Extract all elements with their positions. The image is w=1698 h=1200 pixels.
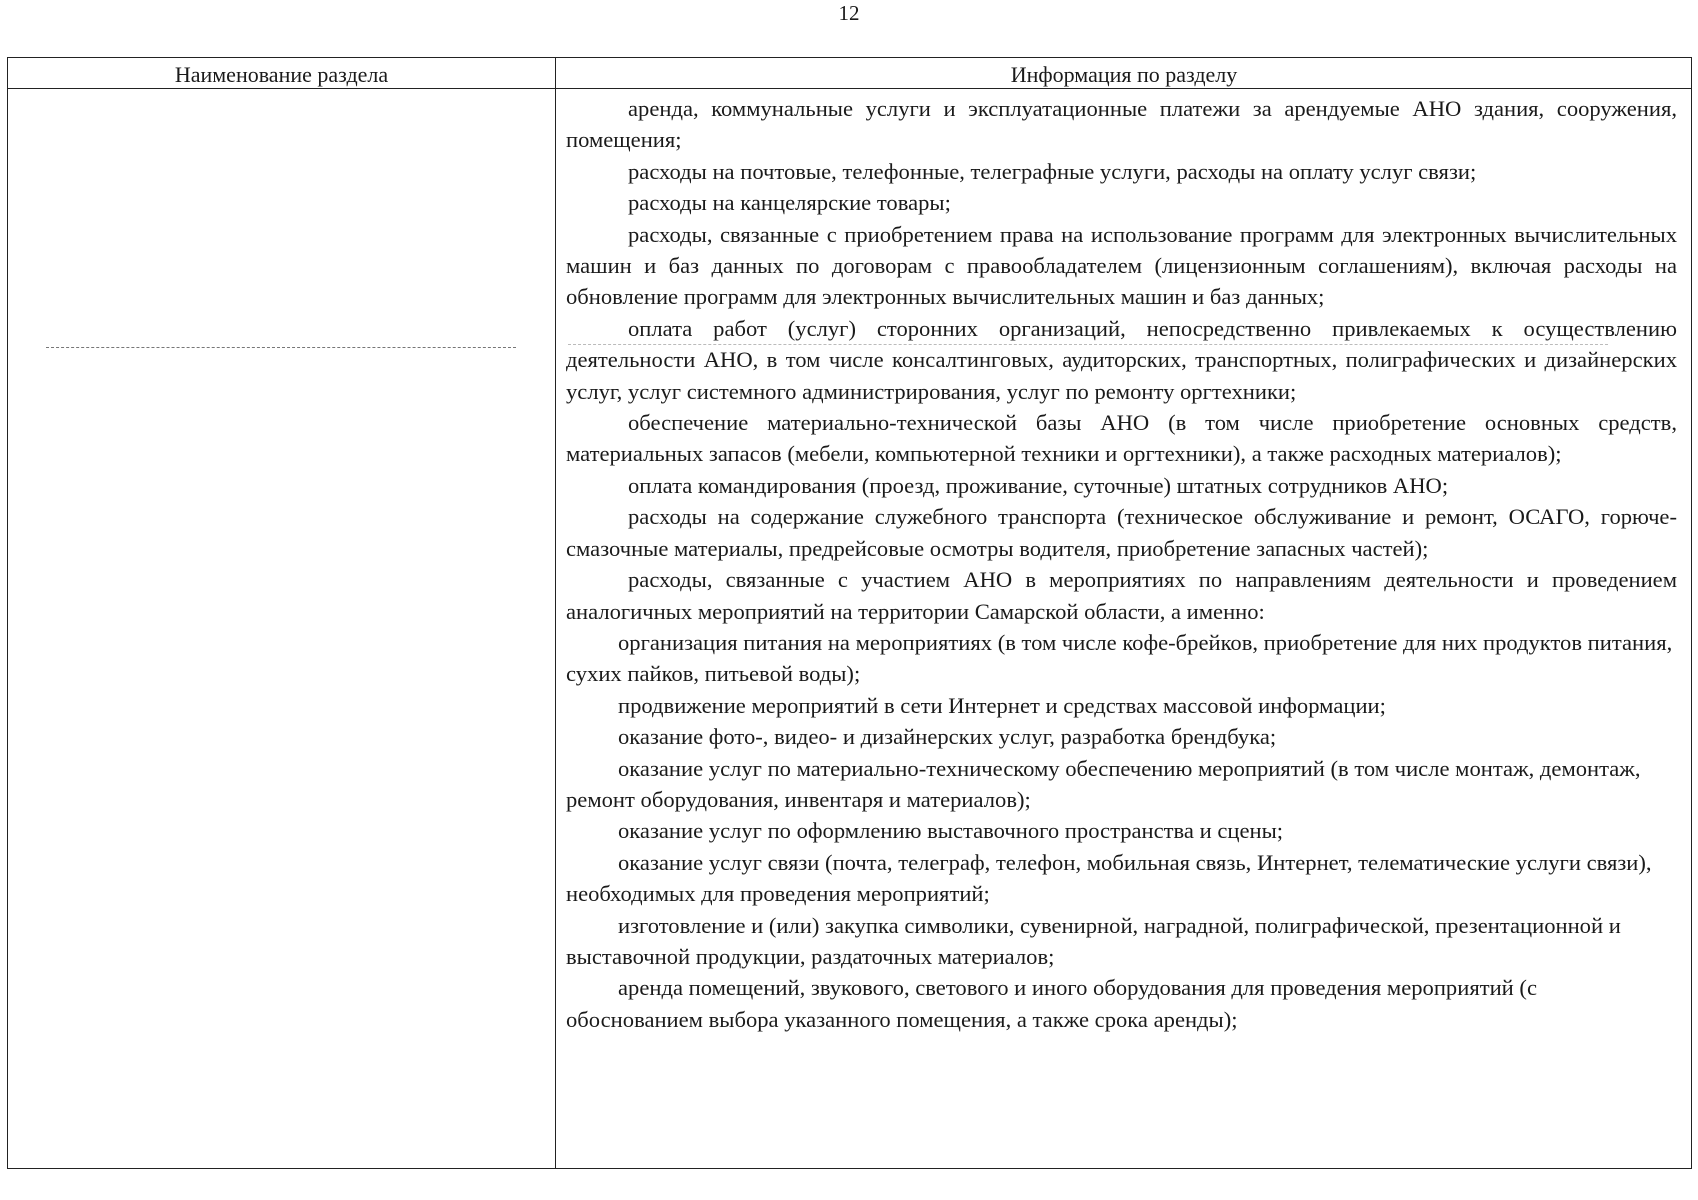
table-header-row: [8, 58, 1691, 89]
event-item-communication: оказание услуг связи (почта, телеграф, телефон, мобильная связь, Интернет, телематические услуги связи), необходимых для проведения мероприятий;: [566, 849, 1652, 907]
expense-item-transport: расходы на содержание служебного транспорта (техническое обслуживание и ремонт, ОСАГО, горюче-смазочные материалы, предрейсовые осмотры водителя, приобретение запасных частей);: [566, 504, 1677, 561]
expense-item-software: расходы, связанные с приобретением права на использование программ для электронных вычислительных машин и баз данных по договорам с правообладателем (лицензионным соглашениям), включая расходы на обновление программ для электронных вычислительных машин и баз данных;: [566, 221, 1677, 310]
event-item-technical-support: оказание услуг по материально-техническому обеспечению мероприятий (в том числе монтаж, демонтаж, ремонт оборудования, инвентаря и материалов);: [566, 755, 1641, 812]
page-number: 12: [838, 1, 860, 25]
header-section-info: Информация по разделу: [1010, 62, 1238, 87]
event-item-stage-design: оказание услуг по оформлению выставочного пространства и сцены;: [618, 818, 1284, 844]
scan-dash-artifact: [46, 347, 516, 348]
event-item-promotion: продвижение мероприятий в сети Интернет и средствах массовой информации;: [618, 692, 1386, 718]
header-section-name: Наименование раздела: [174, 62, 389, 87]
expense-item-stationery: расходы на канцелярские товары;: [628, 190, 951, 216]
expense-item-material-base: обеспечение материально-технической базы АНО (в том числе приобретение основных средств, материальных запасов (мебели, компьютерной техники и оргтехники), а также расходных материалов);: [566, 410, 1677, 467]
expense-item-travel: оплата командирования (проезд, проживание, суточные) штатных сотрудников АНО;: [628, 472, 1449, 498]
expense-item-third-party: оплата работ (услуг) сторонних организаций, непосредственно привлекаемых к осуществлению деятельности АНО, в том числе консалтинговых, аудиторских, транспортных, полиграфических и дизайнерских услуг, услуг системного администрирования, услуг по ремонту оргтехники;: [566, 315, 1677, 404]
expense-item-communication: расходы на почтовые, телефонные, телеграфные услуги, расходы на оплату услуг связи;: [628, 158, 1477, 184]
event-item-merchandise: изготовление и (или) закупка символики, сувенирной, наградной, полиграфической, презентационной и выставочной продукции, раздаточных материалов;: [566, 912, 1621, 969]
section-info-cell: [566, 93, 1677, 1035]
expense-item-rent: аренда, коммунальные услуги и эксплуатационные платежи за арендуемые АНО здания, сооружения, помещения;: [566, 96, 1677, 153]
event-item-venue-rent: аренда помещений, звукового, светового и иного оборудования для проведения мероприятий (с обоснованием выбора указанного помещения, а также срока аренды);: [566, 975, 1537, 1032]
info-table: [7, 57, 1692, 1169]
event-item-photo-video: оказание фото-, видео- и дизайнерских услуг, разработка брендбука;: [618, 724, 1277, 750]
expense-item-events: расходы, связанные с участием АНО в мероприятиях по направлениям деятельности и проведением аналогичных мероприятий на территории Самарской области, а именно:: [566, 567, 1677, 624]
event-item-catering: организация питания на мероприятиях (в том числе кофе-брейков, приобретение для них продуктов питания, сухих пайков, питьевой воды);: [566, 629, 1673, 687]
column-divider: [555, 58, 556, 1168]
